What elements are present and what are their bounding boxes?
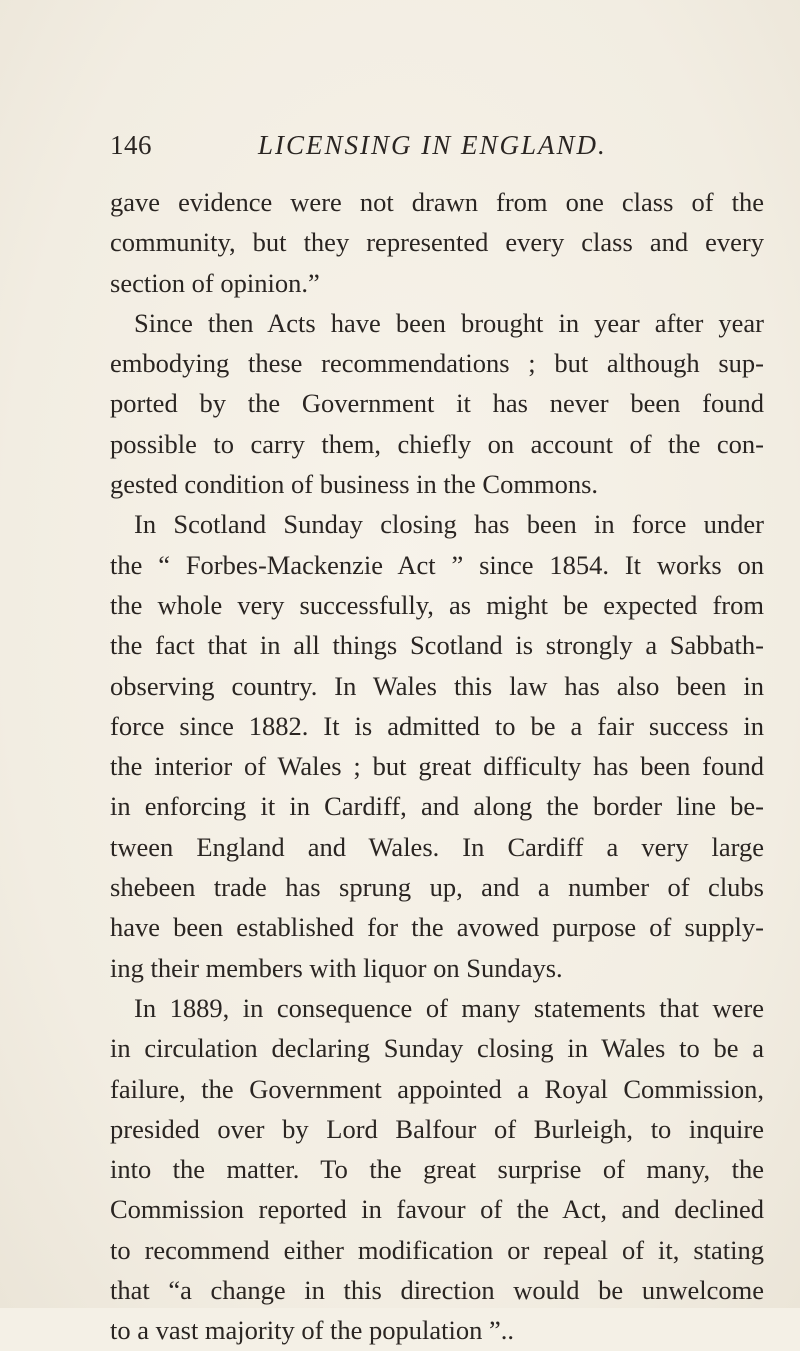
text-line: Commission reported in favour of the Act, and declined	[110, 1194, 764, 1225]
page-header	[110, 130, 710, 166]
text-line: the whole very successfully, as might be expected from	[110, 589, 764, 620]
text-line: In 1889, in consequence of many statements that were	[134, 992, 764, 1023]
text-line: failure, the Government appointed a Royal Commission,	[110, 1073, 764, 1104]
text-line: possible to carry them, chiefly on account of the con-	[110, 428, 764, 459]
running-head: LICENSING IN ENGLAND.	[258, 130, 607, 160]
text-line: to recommend either modification or repeal of it, stating	[110, 1234, 764, 1265]
text-line: into the matter. To the great surprise of many, the	[110, 1154, 764, 1185]
text-line: the “ Forbes-Mackenzie Act ” since 1854. It works on	[110, 549, 764, 580]
body-text	[110, 182, 764, 1351]
text-line: that “a change in this direction would be unwelcome	[110, 1275, 764, 1306]
text-line: in circulation declaring Sunday closing in Wales to be a	[110, 1033, 764, 1064]
text-line: gested condition of business in the Commons.	[110, 469, 599, 500]
text-line: in enforcing it in Cardiff, and along the border line be-	[110, 791, 764, 822]
text-line: presided over by Lord Balfour of Burleigh, to inquire	[110, 1113, 764, 1144]
text-line: the interior of Wales ; but great difficulty has been found	[110, 751, 764, 782]
text-line: ing their members with liquor on Sundays.	[110, 952, 563, 983]
text-line: community, but they represented every class and every	[110, 227, 764, 258]
text-line: Since then Acts have been brought in year after year	[134, 307, 764, 338]
text-line: have been established for the avowed purpose of supply-	[110, 912, 764, 943]
page-number: 146	[110, 130, 152, 160]
text-line: gave evidence were not drawn from one class of the	[110, 187, 764, 217]
text-line: embodying these recommendations ; but although sup-	[110, 348, 764, 379]
text-line: ported by the Government it has never been found	[110, 388, 764, 419]
text-line: shebeen trade has sprung up, and a number of clubs	[110, 872, 764, 903]
text-line: In Scotland Sunday closing has been in force under	[134, 509, 764, 540]
text-line: to a vast majority of the population ”..	[110, 1315, 515, 1346]
text-line: observing country. In Wales this law has also been in	[110, 670, 764, 701]
text-line: tween England and Wales. In Cardiff a very large	[110, 831, 764, 862]
text-line: the fact that in all things Scotland is strongly a Sabbath-	[110, 630, 764, 661]
text-line: force since 1882. It is admitted to be a fair success in	[110, 710, 764, 741]
text-line: section of opinion.”	[110, 267, 320, 298]
